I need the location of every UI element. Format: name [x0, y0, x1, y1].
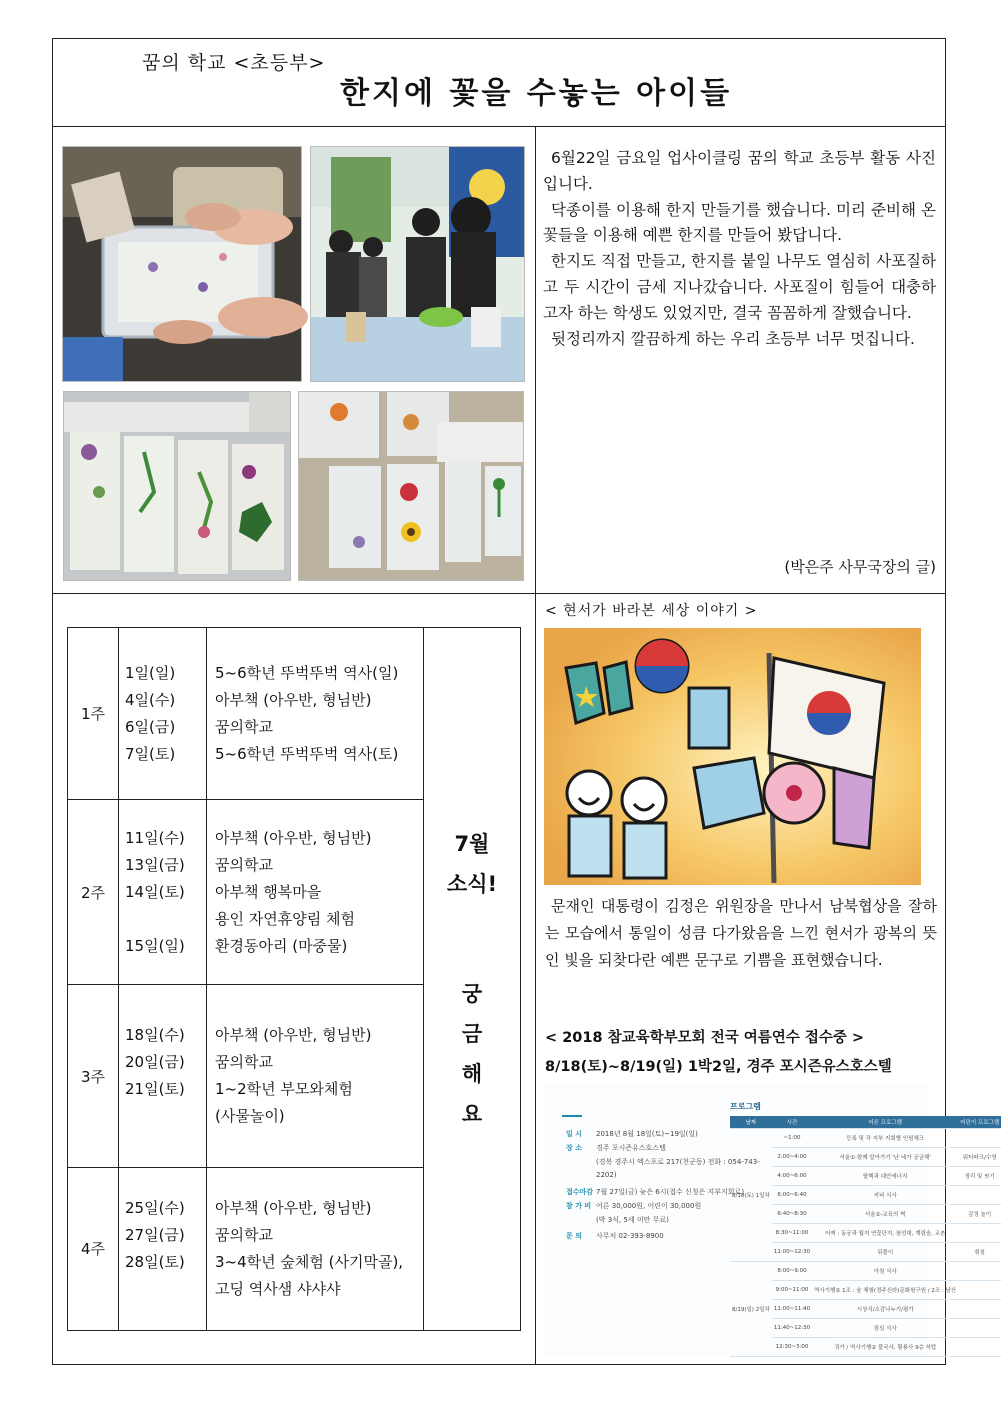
event-item: 아부책 (아우반, 형님반): [215, 690, 372, 709]
program-header: 어린이 프로그램: [958, 1116, 1001, 1129]
date-item: [125, 906, 205, 933]
flyer-info-row: (경북 경주시 엑스포로 217(천군동) 전화 : 054-743-: [596, 1158, 760, 1166]
date-item: 6일(금): [125, 717, 176, 736]
event-item: 5~6학년 뚜벅뚜벅 역사(일): [215, 663, 399, 682]
section-kicker: 꿈의 학교 <초등부>: [142, 52, 326, 74]
table-row: [68, 628, 521, 800]
event-item: (사물놀이): [215, 1107, 285, 1126]
event-item: 고딩 역사샘 샤샤샤: [215, 1279, 341, 1298]
week-dates: [119, 1167, 207, 1330]
week-events: [207, 628, 424, 800]
program-header: 날짜: [730, 1116, 772, 1129]
event-item: 1~2학년 부모와체험: [215, 1080, 353, 1099]
program-day: 8/18(토) 1일차: [730, 1129, 772, 1262]
date-item: 11일(수): [125, 828, 185, 847]
date-item: 18일(수): [125, 1026, 185, 1045]
flyer-info-row: 접수마감 7월 27일(금) 늦은 6시(접수 신청은 지부지회로): [566, 1188, 745, 1196]
event-item: 아부책 (아우반, 형님반): [215, 1026, 372, 1045]
date-item: [125, 1276, 205, 1303]
summer-training-notice-date: 8/18(토)~8/19(일) 1박2일, 경주 포시즌유스호스텔: [545, 1059, 892, 1075]
date-item: 25일(수): [125, 1198, 185, 1217]
date-item: [125, 1103, 205, 1130]
week-label: 2주: [68, 800, 119, 985]
date-item: 14일(토): [125, 882, 185, 901]
photo-flower-hanji-sheets-1: [63, 391, 291, 581]
story-paragraph: 6월22일 금요일 업사이클링 꿈의 학교 초등부 활동 사진입니다.: [543, 149, 936, 193]
event-item: 꿈의학교: [215, 855, 273, 874]
middle-divider: [52, 593, 946, 594]
event-item: 3~4학년 숲체험 (사기막골),: [215, 1252, 404, 1271]
date-item: 15일(일): [125, 936, 185, 955]
section-title-hyeonseo: < 현서가 바라본 세상 이야기 >: [545, 603, 758, 619]
event-item: 꿈의학교: [215, 1225, 273, 1244]
date-item: 7일(토): [125, 744, 176, 763]
program-table: 날짜 시간 어른 프로그램 어린이 프로그램 8/18(토) 1일차 ~1:00 등록 및 각 지부 지회별 인원체크 2:00~4:00 서울①-함께 알아가기 '난 네가 궁금해' 워터파크/수영 4:00~6:00 탈핵과 대안에너지 정리 및 씻기 6:00~6:40 저녁 식사 6:40~8:30 서울②-교육의 벽 감정 놀이 8:30~11:00 어쩌 : 동궁과 월지 연꽃단지, 첨성대, 계림숲, 교촌 11:00~12:30 뒤풀이 취침 8/19(일) 2일차 8:00~9:00 아침 식사 9:00~11:00 역사기행① 1조 : 숲 체험(경주신라)문화원구원 / 2조 : 남산 11:00~11:40 시상식/소감나누기/평가 11:40~12:30 점심 식사 12:30~3:00 귀가 / 역사기행② 불국사, 황룡사 9층 석탑: [730, 1116, 1001, 1357]
event-item: 용인 자연휴양림 체험: [215, 909, 355, 928]
date-item: 28일(토): [125, 1252, 185, 1271]
week-label: 4주: [68, 1167, 119, 1330]
event-item: 아부책 (아우반, 형님반): [215, 1198, 372, 1217]
flyer-accent-bar: [562, 1115, 582, 1117]
date-item: 1일(일): [125, 663, 176, 682]
story-byline: (박은주 사무국장의 글): [784, 558, 936, 576]
header-divider: [52, 126, 946, 127]
week-label: 1주: [68, 628, 119, 800]
flyer-info-row: 참 가 비 어른 30,000원, 어린이 30,000원: [566, 1202, 702, 1210]
child-drawing-image: [544, 628, 921, 885]
program-title: 프로그램: [730, 1102, 761, 1111]
week-label: 3주: [68, 985, 119, 1167]
event-item: 환경동아리 (마중물): [215, 936, 348, 955]
date-item: 21일(토): [125, 1080, 185, 1099]
page-title: 한지에 꽃을 수놓는 아이들: [340, 76, 733, 111]
date-item: 20일(금): [125, 1053, 185, 1072]
photo-students-at-table: [310, 146, 525, 382]
program-header: 어른 프로그램: [812, 1116, 958, 1129]
photo-flower-hanji-sheets-2: [298, 391, 524, 581]
week-events: [207, 1167, 424, 1330]
july-schedule-table: [67, 627, 521, 1331]
story-paragraph: 뒷정리까지 깔끔하게 하는 우리 초등부 너무 멋집니다.: [551, 329, 915, 348]
flyer-info-row: (박 3식, 5세 미만 무료): [596, 1216, 669, 1224]
flyer-info-row: 장 소 경주 포시즌유스호스텔: [566, 1144, 666, 1152]
week-dates: [119, 628, 207, 800]
side-note: 궁금해요: [461, 982, 483, 1126]
side-title-heading: 7월 소식!: [446, 832, 498, 896]
drawing-caption: 문재인 대통령이 김정은 위원장을 만나서 남북협상을 잘하는 모습에서 통일이 성큼 다가왔음을 느낀 현서가 광복의 뜻인 빛을 되찾다란 예쁜 문구로 기쁨을 표현했습니다.: [545, 897, 937, 969]
summer-training-notice-title: < 2018 참교육학부모회 전국 여름연수 접수중 >: [545, 1030, 865, 1046]
program-header: 시간: [772, 1116, 812, 1129]
flyer-info-row: 문 의 사무처 02-393-8900: [566, 1232, 664, 1240]
week-events: [207, 985, 424, 1167]
event-item: 5~6학년 뚜벅뚜벅 역사(토): [215, 744, 399, 763]
photo-hands-making-hanji: [62, 146, 302, 382]
story-paragraph: 닥종이를 이용해 한지 만들기를 했습니다. 미리 준비해 온 꽃들을 이용해 예쁜 한지를 만들어 봤답니다.: [543, 200, 936, 245]
story-paragraph: 한지도 직접 만들고, 한지를 붙일 나무도 열심히 사포질하고 두 시간이 금세 지나갔습니다. 사포질이 힘들어 대충하고자 하는 학생도 있었지만, 결국 꼼꼼하게 잘했습니다.: [543, 252, 936, 322]
week-dates: [119, 800, 207, 985]
date-item: 27일(금): [125, 1225, 185, 1244]
week-events: [207, 800, 424, 985]
flyer-info-row: 일 시 2018년 8월 18일(토)~19일(일): [566, 1130, 698, 1138]
event-item: 아부책 (아우반, 형님반): [215, 828, 372, 847]
program-day: 8/19(일) 2일차: [730, 1262, 772, 1357]
schedule-side-title: [424, 628, 521, 1331]
event-item: 꿈의학교: [215, 1053, 273, 1072]
activity-story: [543, 146, 936, 352]
flyer-info-row: 2202): [596, 1171, 617, 1179]
event-item: 아부책 행복마을: [215, 882, 322, 901]
date-item: 13일(금): [125, 855, 185, 874]
date-item: 4일(수): [125, 690, 176, 709]
column-divider: [535, 126, 536, 1364]
event-item: 꿈의학교: [215, 717, 273, 736]
summer-training-flyer: [544, 1085, 1000, 1357]
week-dates: [119, 985, 207, 1167]
